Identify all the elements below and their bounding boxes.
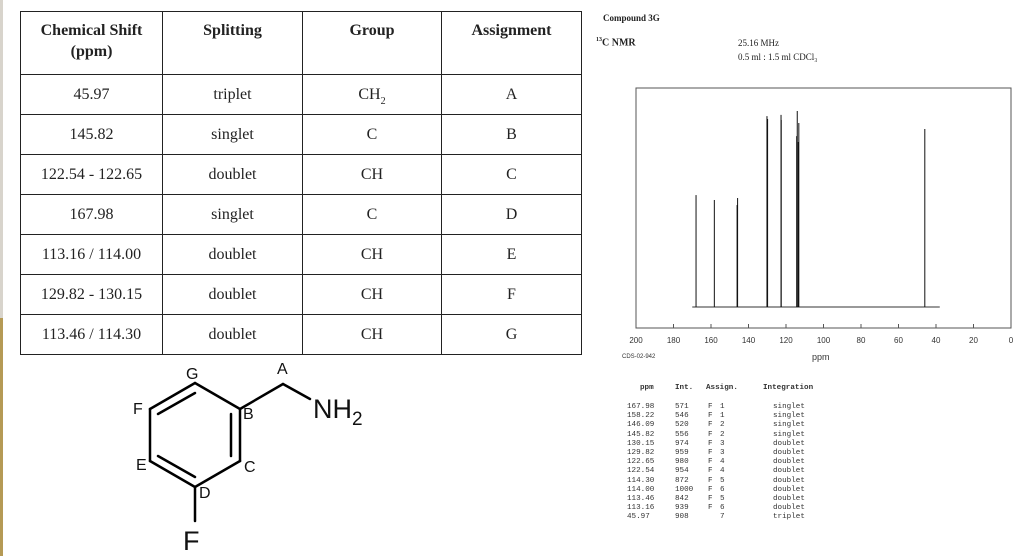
peak-cell: 2	[720, 430, 725, 439]
peak-cell: F	[708, 476, 713, 485]
peak-cell: 7	[720, 513, 725, 522]
x-tick-label: 0	[1008, 336, 1014, 345]
peak-cell: 114.00	[627, 485, 655, 494]
spectrum-frame	[636, 88, 1011, 328]
peak-cell: 959	[675, 449, 689, 457]
peak-cell: 145.82	[627, 430, 655, 439]
peak-cell: 5	[720, 476, 725, 485]
peak-row	[622, 477, 832, 486]
cell-assignment: E	[442, 235, 582, 275]
x-tick-label: 60	[894, 336, 903, 345]
x-tick-label: 140	[741, 336, 756, 345]
peak-cell: 571	[675, 403, 689, 411]
peak-cell: doublet	[773, 485, 805, 494]
ring-bond-bottom-right	[195, 461, 240, 487]
x-tick-label: 160	[704, 336, 718, 345]
cell-shift: 113.16 / 114.00	[21, 235, 163, 275]
peak-cell: 114.30	[627, 476, 655, 485]
peak-cell: 130.15	[627, 439, 655, 448]
peak-header-ppm: ppm	[640, 384, 654, 392]
amine-label: $NH_2$	[313, 394, 363, 430]
peak-cell: doublet	[773, 504, 805, 513]
peak-cell: singlet	[773, 403, 805, 411]
cell-splitting: doublet	[163, 155, 303, 195]
peak-cell: singlet	[773, 421, 805, 430]
x-tick-label: 40	[931, 336, 941, 345]
peak-cell: 122.65	[627, 458, 655, 467]
peak-row	[622, 412, 832, 421]
peak-cell: F	[708, 504, 713, 513]
ring-inner-double-3	[158, 456, 195, 477]
cell-assignment: B	[442, 115, 582, 155]
label-A: A	[277, 361, 288, 378]
cell-splitting: doublet	[163, 275, 303, 315]
peak-cell: doublet	[773, 476, 805, 485]
x-axis-label: ppm	[812, 352, 830, 362]
label-C: C	[244, 459, 256, 476]
peak-cell: doublet	[773, 449, 805, 457]
peak-cell: 2	[720, 421, 725, 430]
peak-row	[622, 467, 832, 476]
peak-cell: 129.82	[627, 449, 655, 457]
peak-cell: 146.09	[627, 421, 655, 430]
ring-bond-right-top	[195, 383, 240, 409]
peak-cell: triplet	[773, 513, 805, 522]
table-row	[21, 155, 582, 195]
cell-assignment: F	[442, 275, 582, 315]
peak-cell: 122.54	[627, 467, 655, 476]
peak-cell: 556	[675, 430, 689, 439]
peak-header-int: Int.	[675, 384, 694, 392]
solvent-label: 0.5 ml : 1.5 ml CDCl₃	[738, 52, 818, 62]
x-tick-label: 200	[629, 336, 643, 345]
header-assignment: Assignment	[442, 12, 582, 75]
header-group: Group	[303, 12, 442, 75]
nmr-spectrum-chart	[618, 86, 1018, 366]
cell-assignment: A	[442, 75, 582, 115]
cell-assignment: D	[442, 195, 582, 235]
peak-cell: doublet	[773, 439, 805, 448]
cell-splitting: singlet	[163, 115, 303, 155]
peak-cell: 974	[675, 439, 689, 448]
chemical-shift-table	[20, 11, 582, 355]
peak-cell: F	[708, 485, 713, 494]
compound-label: Compound 3G	[603, 13, 660, 23]
table-row	[21, 275, 582, 315]
peak-cell: 954	[675, 467, 689, 476]
peak-cell: 3	[720, 439, 725, 448]
cell-shift: 145.82	[21, 115, 163, 155]
peak-cell: 546	[675, 412, 689, 421]
peak-cell: F	[708, 467, 713, 476]
table-row	[21, 195, 582, 235]
peak-cell: F	[708, 449, 713, 457]
table-row	[21, 75, 582, 115]
peak-row	[622, 504, 832, 513]
peak-row	[622, 431, 832, 440]
peak-cell: 113.16	[627, 504, 655, 513]
spectrum-code: CDS-02-942	[622, 354, 656, 360]
cell-group: CH	[303, 155, 442, 195]
header-splitting: Splitting	[163, 12, 303, 75]
peak-cell: 842	[675, 495, 689, 503]
table-row	[21, 235, 582, 275]
peak-cell: doublet	[773, 495, 805, 503]
cell-shift: 113.46 / 114.30	[21, 315, 163, 355]
peak-row	[622, 495, 832, 504]
label-F-pos: F	[133, 401, 143, 418]
fluorine-label: F	[183, 526, 200, 556]
peak-cell: 980	[675, 458, 689, 467]
frequency-label: 25.16 MHz	[738, 38, 779, 48]
peak-row	[622, 403, 832, 412]
peak-cell: 5	[720, 495, 725, 503]
peak-row	[622, 513, 832, 522]
cell-shift: 122.54 - 122.65	[21, 155, 163, 195]
peak-cell: doublet	[773, 467, 805, 476]
peak-header-assign: Assign.	[706, 384, 738, 392]
peak-cell: doublet	[773, 458, 805, 467]
peak-cell: 158.22	[627, 412, 655, 421]
cell-shift: 45.97	[21, 75, 163, 115]
table-row	[21, 315, 582, 355]
cell-group: CH	[303, 235, 442, 275]
peak-cell: 6	[720, 504, 725, 513]
peak-cell: 520	[675, 421, 689, 430]
cell-splitting: doublet	[163, 235, 303, 275]
x-tick-label: 100	[816, 336, 831, 345]
label-D: D	[199, 485, 211, 502]
peak-cell: 45.97	[627, 513, 650, 522]
cell-shift: 129.82 - 130.15	[21, 275, 163, 315]
label-B: B	[243, 406, 254, 423]
cell-splitting: doublet	[163, 315, 303, 355]
peak-header-integration: Integration	[763, 384, 814, 392]
amine-bond	[283, 384, 310, 399]
peak-row	[622, 440, 832, 449]
peak-cell: F	[708, 495, 713, 503]
cell-group: $CH_2$	[303, 75, 442, 115]
cell-group: C	[303, 195, 442, 235]
peak-cell: 6	[720, 485, 725, 494]
peak-cell: F	[708, 458, 713, 467]
peak-list-table	[622, 384, 832, 544]
cell-group: CH	[303, 315, 442, 355]
peak-cell: 1	[720, 403, 725, 411]
x-tick-label: 20	[969, 336, 978, 345]
peak-row	[622, 421, 832, 430]
peak-cell: 1000	[675, 485, 694, 494]
header-chemical-shift: Chemical Shift (ppm)	[21, 12, 163, 75]
peak-cell: F	[708, 412, 713, 421]
benzylamine-structure	[120, 356, 420, 556]
cell-assignment: G	[442, 315, 582, 355]
peak-cell: 872	[675, 476, 689, 485]
peak-cell: 908	[675, 513, 689, 522]
x-tick-label: 80	[856, 336, 866, 345]
peak-cell: F	[708, 403, 713, 411]
table-row	[21, 115, 582, 155]
peak-cell: 4	[720, 458, 725, 467]
peak-cell: singlet	[773, 412, 805, 421]
cell-shift: 167.98	[21, 195, 163, 235]
peak-row	[622, 458, 832, 467]
table-header-row	[21, 12, 582, 75]
cell-group: C	[303, 115, 442, 155]
cell-assignment: C	[442, 155, 582, 195]
x-tick-label: 180	[666, 336, 681, 345]
cell-group: CH	[303, 275, 442, 315]
peak-cell: F	[708, 421, 713, 430]
cell-splitting: triplet	[163, 75, 303, 115]
nucleus-label: $^{13}$C NMR	[596, 37, 636, 49]
peak-cell: 3	[720, 449, 725, 457]
cell-splitting: singlet	[163, 195, 303, 235]
ring-inner-double-1	[158, 393, 195, 414]
peak-cell: 939	[675, 504, 689, 513]
label-G: G	[186, 366, 199, 383]
peak-row	[622, 486, 832, 495]
x-tick-label: 120	[779, 336, 793, 345]
peak-cell: 1	[720, 412, 725, 421]
peak-cell: F	[708, 430, 713, 439]
accent-gold-segment	[0, 318, 3, 556]
peak-cell: 113.46	[627, 495, 655, 503]
peak-cell: F	[708, 439, 713, 448]
peak-cell: 167.98	[627, 403, 655, 411]
label-E: E	[136, 457, 147, 474]
peak-cell: 4	[720, 467, 725, 476]
left-accent-bar	[0, 0, 3, 556]
peak-cell: singlet	[773, 430, 805, 439]
peak-row	[622, 449, 832, 458]
